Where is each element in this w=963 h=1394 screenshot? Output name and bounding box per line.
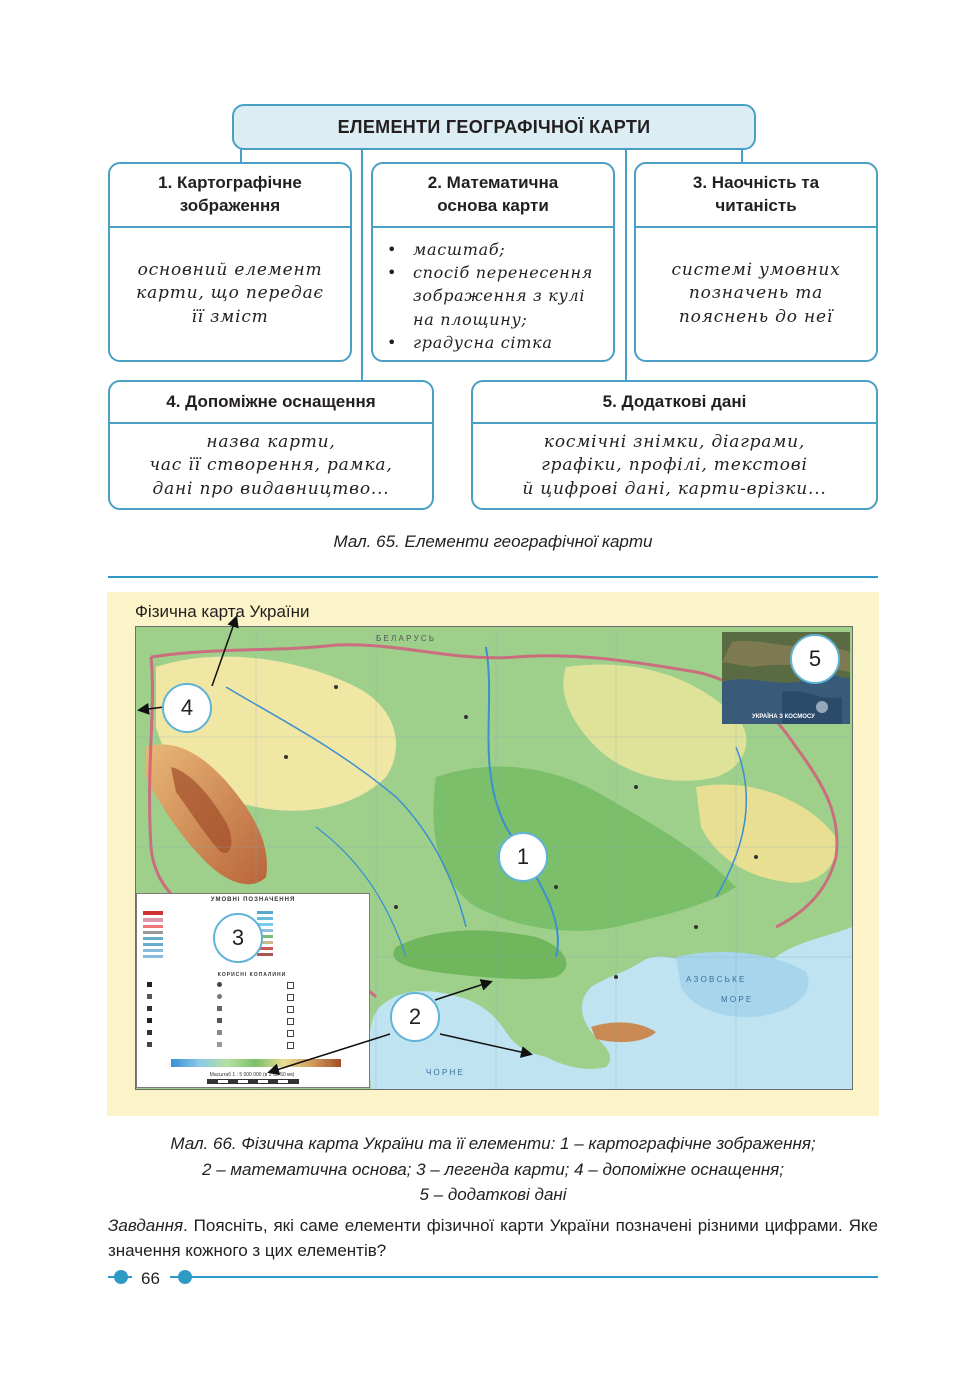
- map-title: Фізична карта України: [135, 602, 310, 621]
- legend-scale: Масштаб 1 : 5 000 000 (в 1 см 50 км): [209, 1072, 295, 1078]
- figure-caption: Мал. 65. Елементи географічної карти: [333, 532, 653, 551]
- caption-line: 2 – математична основа; 3 – легенда карти; 4 – допоміжне оснащення;: [202, 1159, 784, 1179]
- list-item: • масштаб;: [385, 238, 605, 261]
- task-text: . Поясніть, які саме елементи фізичної карти України позначені різними цифрами. Яке значення кожного з цих елементів?: [108, 1216, 878, 1260]
- callout-2: 2: [390, 992, 440, 1042]
- box-heading: 4. Допоміжне оснащення: [110, 382, 432, 424]
- callout-4: 4: [162, 683, 212, 733]
- box-heading: 5. Додаткові дані: [473, 382, 876, 424]
- box-text: космічні знімки, діаграми, графіки, профілі, текстові й цифрові дані, карти-врізки...: [522, 431, 827, 499]
- diagram-title: ЕЛЕМЕНТИ ГЕОГРАФІЧНОЇ КАРТИ: [232, 104, 756, 150]
- box-text: назва карти, час її створення, рамка, дані про видавництво...: [149, 431, 393, 499]
- page-number: 66: [141, 1269, 160, 1288]
- list-item: • спосіб перенесення зображення з кулі на площину;: [385, 261, 605, 331]
- callout-1: 1: [498, 832, 548, 882]
- map-label-sea: М О Р Е: [721, 995, 752, 1004]
- caption-line: Мал. 66. Фізична карта України та її елементи: 1 – картографічне зображення;: [170, 1134, 816, 1153]
- legend-minerals-title: КОРИСНІ КОПАЛИНИ: [217, 972, 287, 978]
- figure-caption-66: [90, 1131, 896, 1208]
- legend-title: УМОВНІ ПОЗНАЧЕННЯ: [210, 897, 296, 903]
- map-label-azov: А З О В С Ь К Е: [686, 975, 745, 984]
- callout-5: 5: [790, 634, 840, 684]
- box-heading: 1. Картографічне зображення: [110, 164, 350, 228]
- map-label-belarus: Б Е Л А Р У С Ь: [376, 634, 435, 643]
- box-text: основний елемент карти, що передає її зміст: [136, 259, 324, 327]
- task-label: Завдання: [108, 1216, 184, 1235]
- footer-dot-left: [114, 1270, 128, 1284]
- box-text: системі умовних позначень та пояснень до неї: [671, 259, 841, 327]
- box-heading: 2. Математична основа карти: [373, 164, 613, 228]
- caption-line: 5 – додаткові дані: [419, 1185, 567, 1204]
- inset-label: УКРАЇНА З КОСМОСУ: [752, 714, 815, 720]
- callout-3: 3: [213, 913, 263, 963]
- footer-line-right: [170, 1276, 878, 1278]
- list-item: • градусна сітка: [385, 331, 605, 354]
- map-label-black-sea: Ч О Р Н Е: [426, 1068, 463, 1077]
- box-heading: 3. Наочність та читаність: [636, 164, 876, 228]
- task-paragraph: [108, 1214, 878, 1263]
